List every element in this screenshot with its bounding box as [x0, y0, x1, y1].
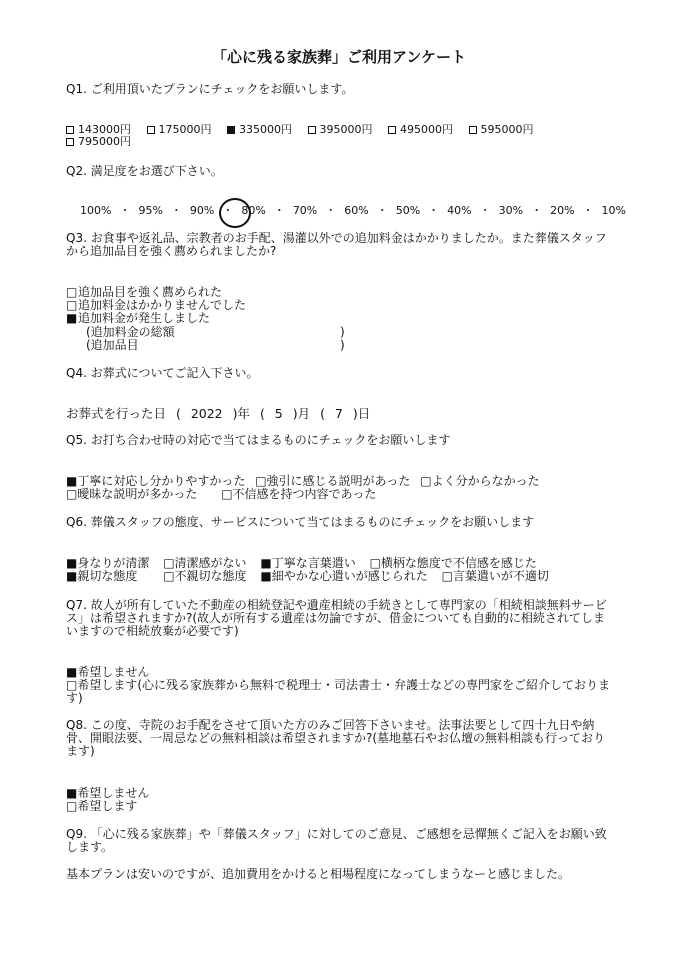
checkbox-icon[interactable]: □ [255, 474, 267, 488]
q8-option-yes[interactable]: □希望します [66, 799, 138, 813]
q5-option[interactable]: □強引に感じる説明があった [255, 474, 411, 488]
q5-option[interactable]: □よく分からなかった [420, 474, 540, 488]
plan-option[interactable]: 335000円 [227, 124, 292, 136]
plan-option[interactable]: 495000円 [388, 124, 453, 136]
q9-answer: 基本プランは安いのですが、追加費用をかけると相場程度になってしまうなーと感じました。 [66, 867, 571, 881]
additional-items-label: (追加品目 [86, 338, 139, 352]
satisfaction-option[interactable]: 20% [550, 204, 575, 217]
plan-option[interactable]: 395000円 [308, 124, 373, 136]
q3-option[interactable]: □追加品目を強く薦められた [66, 285, 223, 299]
separator: ・ [273, 204, 285, 217]
checkbox-icon[interactable]: □ [163, 556, 175, 570]
separator: ・ [325, 204, 337, 217]
separator: ・ [170, 204, 182, 217]
q3-option[interactable]: ■追加料金が発生しました [66, 311, 211, 325]
checkbox-checked-icon[interactable]: ■ [66, 556, 78, 570]
q6-option[interactable]: ■細やかな心遣いが感じられた [260, 569, 428, 583]
checkbox-checked-icon[interactable]: ■ [66, 311, 78, 325]
q6-option[interactable]: □清潔感がない [163, 556, 247, 570]
checkbox-icon[interactable] [66, 138, 74, 146]
checkbox-icon[interactable]: □ [420, 474, 432, 488]
q7-option-yes[interactable]: □希望します(心に残る家族葬から無料で税理士・司法書士・弁護士などの専門家をご紹介しております) [66, 678, 611, 705]
hand-drawn-selection-circle [219, 198, 251, 228]
page-title: 「心に残る家族葬」ご利用アンケート [211, 48, 467, 66]
q5-question: Q5. お打ち合わせ時の対応で当てはまるものにチェックをお願いします [66, 433, 451, 447]
checkbox-icon[interactable] [66, 126, 74, 134]
q6-option[interactable]: ■丁寧な言葉遣い [260, 556, 356, 570]
checkbox-icon[interactable]: □ [66, 298, 78, 312]
q5-option[interactable]: ■丁寧に対応し分かりやすかった [66, 474, 246, 488]
separator: ・ [582, 204, 594, 217]
satisfaction-option[interactable]: 90% [189, 204, 215, 217]
satisfaction-option[interactable]: 60% [344, 204, 369, 217]
q5-options-row2 [66, 488, 382, 501]
plan-option[interactable]: 143000円 [66, 124, 131, 136]
satisfaction-option[interactable]: 95% [138, 204, 163, 217]
checkbox-checked-icon[interactable]: ■ [66, 474, 78, 488]
funeral-date-line: お葬式を行った日 ( 2022 )年 ( 5 )月 ( 7 )日 [66, 406, 371, 421]
checkbox-icon[interactable] [388, 126, 396, 134]
q1-plan-options [66, 124, 626, 148]
checkbox-icon[interactable]: □ [369, 556, 381, 570]
checkbox-icon[interactable] [308, 126, 316, 134]
separator: ・ [479, 204, 491, 217]
checkbox-checked-icon[interactable]: ■ [260, 556, 272, 570]
satisfaction-options [80, 205, 626, 217]
q6-option[interactable]: ■親切な態度 [66, 569, 138, 583]
q5-option[interactable]: □不信感を持つ内容であった [221, 487, 377, 501]
q6-option[interactable]: □横柄な態度で不信感を感じた [369, 556, 537, 570]
checkbox-checked-icon[interactable] [227, 126, 235, 134]
plan-option[interactable]: 175000円 [147, 124, 212, 136]
satisfaction-option[interactable]: 70% [292, 204, 318, 217]
q6-option[interactable]: □不親切な態度 [163, 569, 247, 583]
q1-question: Q1. ご利用頂いたプランにチェックをお願いします。 [66, 82, 354, 96]
q6-option[interactable]: ■身なりが清潔 [66, 556, 150, 570]
q7-question: Q7. 故人が所有していた不動産の相続登記や遺産相続の手続きとして専門家の「相続相談無料サービス」は希望されますか?(故人が所有する遺産は勿論ですが、借金についても自動的に相続されてしまいますので相続放棄が必要です) [66, 598, 607, 638]
checkbox-icon[interactable] [469, 126, 477, 134]
satisfaction-option-selected[interactable]: 80% [241, 204, 266, 217]
q6-question: Q6. 葬儀スタッフの態度、サービスについて当てはまるものにチェックをお願いします [66, 515, 535, 529]
separator: ・ [376, 204, 388, 217]
checkbox-checked-icon[interactable]: ■ [66, 569, 78, 583]
separator: ・ [531, 204, 543, 217]
separator: ・ [119, 204, 131, 217]
q3-option[interactable]: □追加料金はかかりませんでした [66, 298, 247, 312]
plan-option[interactable]: 795000円 [66, 136, 131, 148]
q6-option[interactable]: □言葉遣いが不適切 [441, 569, 549, 583]
q2-question: Q2. 満足度をお選び下さい。 [66, 164, 223, 178]
q7-option-no[interactable]: ■希望しません [66, 665, 150, 679]
checkbox-checked-icon[interactable]: ■ [260, 569, 272, 583]
q3-question: Q3. お食事や返礼品、宗教者のお手配、湯灌以外での追加料金はかかりましたか。また葬儀スタッフから追加品目を強く薦められましたか? [66, 231, 607, 258]
checkbox-icon[interactable]: □ [441, 569, 453, 583]
checkbox-icon[interactable]: □ [66, 285, 78, 299]
checkbox-icon[interactable]: □ [221, 487, 233, 501]
plan-option[interactable]: 595000円 [469, 124, 534, 136]
checkbox-icon[interactable] [147, 126, 155, 134]
satisfaction-option[interactable]: 40% [447, 204, 472, 217]
additional-items-close: ) [340, 338, 345, 352]
additional-fee-total-label: (追加料金の総額 [86, 325, 175, 339]
q9-question: Q9. 「心に残る家族葬」や「葬儀スタッフ」に対してのご意見、ご感想を忌憚無くご記入をお願い致します。 [66, 827, 607, 854]
additional-fee-total-close: ) [340, 325, 345, 339]
satisfaction-option[interactable]: 10% [601, 204, 626, 217]
separator: ・ [222, 204, 234, 217]
q6-options-row2 [66, 570, 555, 583]
q8-option-no[interactable]: ■希望しません [66, 786, 150, 800]
q4-question: Q4. お葬式についてご記入下さい。 [66, 366, 259, 380]
q8-question: Q8. この度、寺院のお手配をさせて頂いた方のみご回答下さいませ。法事法要として四十九日や納骨、開眼法要、一周忌などの無料相談は希望されますか?(墓地墓石やお仏壇の無料相談も行っております) [66, 718, 606, 758]
separator: ・ [428, 204, 440, 217]
satisfaction-option[interactable]: 100% [80, 204, 112, 217]
satisfaction-option[interactable]: 30% [498, 204, 524, 217]
checkbox-icon[interactable]: □ [66, 487, 78, 501]
checkbox-icon[interactable]: □ [163, 569, 175, 583]
q5-option[interactable]: □曖昧な説明が多かった [66, 487, 198, 501]
satisfaction-option[interactable]: 50% [395, 204, 421, 217]
